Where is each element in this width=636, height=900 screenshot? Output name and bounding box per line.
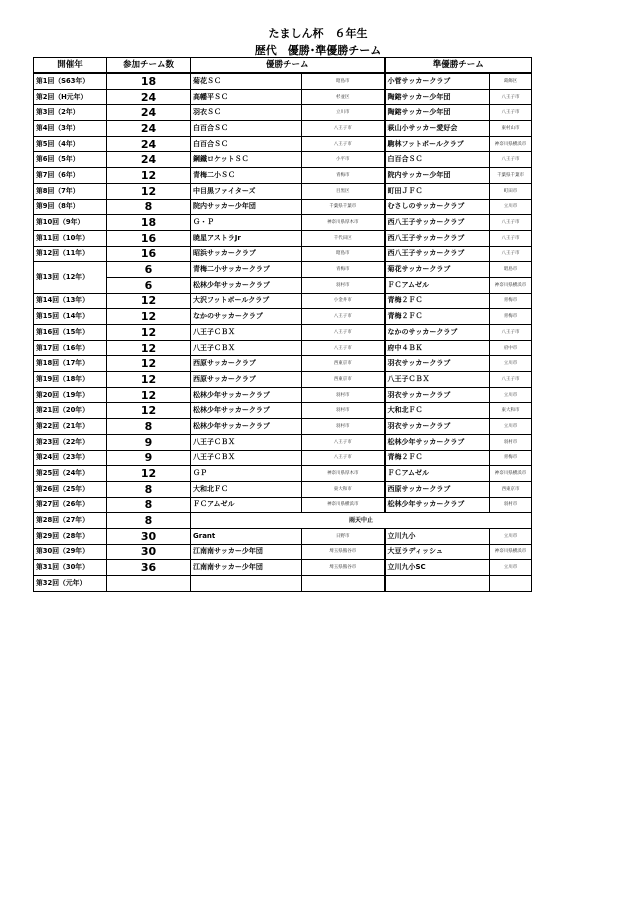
- runner-up-team-cell: 松林少年サッカークラブ: [385, 497, 490, 513]
- runner-up-team-cell: むさしのサッカークラブ: [385, 199, 490, 215]
- runner-up-city-cell: 八王子市: [490, 152, 532, 168]
- winner-city-cell: 八王子市: [302, 325, 385, 341]
- winner-city-cell: 日野市: [302, 528, 385, 544]
- table-row: [34, 136, 532, 152]
- winner-team-cell: 松林少年サッカークラブ: [191, 419, 302, 435]
- winner-city-cell: 神奈川県厚木市: [302, 215, 385, 231]
- year-cell: 第12回（11年）: [34, 246, 107, 262]
- year-cell: 第9回（8年）: [34, 199, 107, 215]
- table-row: [34, 89, 532, 105]
- winner-team-cell: 菊花ＳＣ: [191, 73, 302, 89]
- winner-team-cell: 高幡平ＳＣ: [191, 89, 302, 105]
- table-row: [34, 466, 532, 482]
- year-cell: 第11回（10年）: [34, 230, 107, 246]
- runner-up-city-cell: 府中市: [490, 340, 532, 356]
- team-count-cell: 12: [107, 356, 191, 372]
- runner-up-city-cell: 神奈川県横浜市: [490, 466, 532, 482]
- winner-team-cell: 中目黒ファイターズ: [191, 183, 302, 199]
- winner-city-cell: 千葉県千葉市: [302, 199, 385, 215]
- year-cell: 第17回（16年）: [34, 340, 107, 356]
- year-cell: 第27回（26年）: [34, 497, 107, 513]
- winner-team-cell: 青梅二小ＳＣ: [191, 168, 302, 184]
- table-row: [34, 73, 532, 89]
- winner-city-cell: 八王子市: [302, 136, 385, 152]
- winner-city-cell: [302, 576, 385, 592]
- team-count-cell: 24: [107, 105, 191, 121]
- year-cell: 第7回（6年）: [34, 168, 107, 184]
- winner-team-cell: 八王子ＣＢＸ: [191, 340, 302, 356]
- runner-up-team-cell: [385, 576, 490, 592]
- runner-up-team-cell: 萩山小サッカー愛好会: [385, 121, 490, 137]
- winner-city-cell: 立川市: [302, 105, 385, 121]
- runner-up-team-cell: ＦＣアムゼル: [385, 277, 490, 293]
- team-count-cell: 12: [107, 372, 191, 388]
- table-row: [34, 387, 532, 403]
- winner-team-cell: Ｇ・Ｐ: [191, 215, 302, 231]
- runner-up-city-cell: 神奈川県横浜市: [490, 544, 532, 560]
- table-row: [34, 544, 532, 560]
- table-row: [34, 513, 532, 529]
- winner-team-cell: 院内サッカー少年団: [191, 199, 302, 215]
- year-cell: 第30回（29年）: [34, 544, 107, 560]
- year-cell: 第18回（17年）: [34, 356, 107, 372]
- team-count-cell: 12: [107, 309, 191, 325]
- team-count-cell: 8: [107, 481, 191, 497]
- winner-city-cell: 羽村市: [302, 277, 385, 293]
- table-row: [34, 481, 532, 497]
- results-table: [33, 57, 532, 592]
- table-row: [34, 309, 532, 325]
- year-cell: 第2回（H元年）: [34, 89, 107, 105]
- runner-up-city-cell: 八王子市: [490, 325, 532, 341]
- winner-city-cell: 神奈川県厚木市: [302, 466, 385, 482]
- winner-city-cell: 西東京市: [302, 372, 385, 388]
- team-count-cell: 16: [107, 246, 191, 262]
- winner-city-cell: 青梅市: [302, 168, 385, 184]
- runner-up-team-cell: 大豆ラディッシュ: [385, 544, 490, 560]
- header-row: [34, 58, 532, 74]
- runner-up-city-cell: 八王子市: [490, 105, 532, 121]
- team-count-cell: 8: [107, 419, 191, 435]
- table-row: [34, 105, 532, 121]
- page-title: たましん杯 ６年生: [268, 27, 368, 40]
- team-count-cell: 12: [107, 403, 191, 419]
- winner-city-cell: 羽村市: [302, 419, 385, 435]
- team-count-cell: 12: [107, 183, 191, 199]
- winner-team-cell: ＦＣアムゼル: [191, 497, 302, 513]
- table-row: [34, 356, 532, 372]
- winner-team-cell: 大沢フットボールクラブ: [191, 293, 302, 309]
- table-row: [34, 340, 532, 356]
- winner-city-cell: 小平市: [302, 152, 385, 168]
- team-count-cell: 30: [107, 544, 191, 560]
- table-body: [34, 73, 532, 591]
- runner-up-city-cell: 神奈川県横浜市: [490, 136, 532, 152]
- winner-city-cell: 埼玉県熊谷市: [302, 560, 385, 576]
- runner-up-city-cell: 立川市: [490, 387, 532, 403]
- year-cell: 第20回（19年）: [34, 387, 107, 403]
- header-team-count: 参加チーム数: [107, 58, 191, 74]
- runner-up-city-cell: 八王子市: [490, 230, 532, 246]
- year-cell: 第3回（2年）: [34, 105, 107, 121]
- team-count-cell: 8: [107, 497, 191, 513]
- winner-team-cell: Grant: [191, 528, 302, 544]
- year-cell: 第15回（14年）: [34, 309, 107, 325]
- team-count-cell: 12: [107, 387, 191, 403]
- runner-up-team-cell: 立川九小SC: [385, 560, 490, 576]
- team-count-cell: 6: [107, 277, 191, 293]
- year-cell: 第6回（5年）: [34, 152, 107, 168]
- year-cell: 第24回（23年）: [34, 450, 107, 466]
- team-count-cell: 24: [107, 152, 191, 168]
- winner-city-cell: 八王子市: [302, 340, 385, 356]
- year-cell: 第14回（13年）: [34, 293, 107, 309]
- page-subtitle: 歴代 優勝･準優勝チーム: [254, 44, 382, 57]
- table-row: [34, 403, 532, 419]
- runner-up-team-cell: 八王子ＣＢＸ: [385, 372, 490, 388]
- runner-up-team-cell: 陶鎔サッカー少年団: [385, 105, 490, 121]
- winner-team-cell: 江南南サッカー少年団: [191, 560, 302, 576]
- runner-up-team-cell: 駒林フットボールクラブ: [385, 136, 490, 152]
- year-cell: 第21回（20年）: [34, 403, 107, 419]
- year-cell: 第23回（22年）: [34, 434, 107, 450]
- header-year: 開催年: [34, 58, 107, 74]
- runner-up-city-cell: 羽村市: [490, 434, 532, 450]
- team-count-cell: 18: [107, 215, 191, 231]
- runner-up-city-cell: 青梅市: [490, 309, 532, 325]
- runner-up-team-cell: 菊花サッカークラブ: [385, 262, 490, 278]
- runner-up-team-cell: 羽衣サッカークラブ: [385, 387, 490, 403]
- year-cell: 第8回（7年）: [34, 183, 107, 199]
- team-count-cell: 24: [107, 136, 191, 152]
- runner-up-city-cell: 八王子市: [490, 246, 532, 262]
- runner-up-city-cell: 立川市: [490, 356, 532, 372]
- runner-up-city-cell: 青梅市: [490, 293, 532, 309]
- winner-city-cell: 青梅市: [302, 262, 385, 278]
- winner-city-cell: 西東京市: [302, 356, 385, 372]
- runner-up-city-cell: 青梅市: [490, 450, 532, 466]
- winner-city-cell: 昭島市: [302, 246, 385, 262]
- winner-team-cell: 松林少年サッカークラブ: [191, 403, 302, 419]
- team-count-cell: 18: [107, 73, 191, 89]
- team-count-cell: 36: [107, 560, 191, 576]
- winner-city-cell: 八王子市: [302, 450, 385, 466]
- runner-up-city-cell: 町田市: [490, 183, 532, 199]
- table-row: [34, 450, 532, 466]
- runner-up-city-cell: [490, 576, 532, 592]
- runner-up-city-cell: 立川市: [490, 528, 532, 544]
- runner-up-team-cell: 青梅２ＦＣ: [385, 309, 490, 325]
- year-cell: 第4回（3年）: [34, 121, 107, 137]
- header-winner: 優勝チーム: [191, 58, 385, 74]
- runner-up-team-cell: 陶鎔サッカー少年団: [385, 89, 490, 105]
- winner-team-cell: 西原サッカークラブ: [191, 356, 302, 372]
- table-row: [34, 528, 532, 544]
- table-row: [34, 560, 532, 576]
- team-count-cell: 9: [107, 434, 191, 450]
- winner-city-cell: 八王子市: [302, 309, 385, 325]
- winner-team-cell: 八王子ＣＢＸ: [191, 450, 302, 466]
- runner-up-team-cell: 白百合ＳＣ: [385, 152, 490, 168]
- runner-up-city-cell: 八王子市: [490, 89, 532, 105]
- table-row: [34, 434, 532, 450]
- team-count-cell: 12: [107, 168, 191, 184]
- runner-up-city-cell: 西東京市: [490, 481, 532, 497]
- cancelled-cell: 雨天中止: [191, 513, 532, 529]
- runner-up-city-cell: 立川市: [490, 419, 532, 435]
- winner-team-cell: 白百合ＳＣ: [191, 121, 302, 137]
- runner-up-city-cell: 八王子市: [490, 215, 532, 231]
- runner-up-team-cell: なかのサッカークラブ: [385, 325, 490, 341]
- runner-up-city-cell: 千葉県千葉市: [490, 168, 532, 184]
- table-row: [34, 325, 532, 341]
- runner-up-team-cell: 院内サッカー少年団: [385, 168, 490, 184]
- winner-city-cell: 埼玉県熊谷市: [302, 544, 385, 560]
- year-cell: 第26回（25年）: [34, 481, 107, 497]
- runner-up-team-cell: 西八王子サッカークラブ: [385, 215, 490, 231]
- year-cell: 第32回（元年）: [34, 576, 107, 592]
- runner-up-team-cell: 立川九小: [385, 528, 490, 544]
- winner-city-cell: 千代田区: [302, 230, 385, 246]
- table-row: [34, 293, 532, 309]
- winner-city-cell: 神奈川県横浜市: [302, 497, 385, 513]
- winner-team-cell: 暁星アストラJr: [191, 230, 302, 246]
- runner-up-team-cell: 西八王子サッカークラブ: [385, 246, 490, 262]
- runner-up-city-cell: 立川市: [490, 199, 532, 215]
- team-count-cell: 8: [107, 513, 191, 529]
- team-count-cell: 12: [107, 325, 191, 341]
- table-row: [34, 497, 532, 513]
- table-row: [34, 152, 532, 168]
- year-cell: 第13回（12年）: [34, 262, 107, 293]
- runner-up-team-cell: 青梅２ＦＣ: [385, 293, 490, 309]
- year-cell: 第10回（9年）: [34, 215, 107, 231]
- runner-up-team-cell: 松林少年サッカークラブ: [385, 434, 490, 450]
- table-row: [34, 183, 532, 199]
- runner-up-team-cell: 西原サッカークラブ: [385, 481, 490, 497]
- team-count-cell: [107, 576, 191, 592]
- winner-team-cell: 松林少年サッカークラブ: [191, 387, 302, 403]
- year-cell: 第22回（21年）: [34, 419, 107, 435]
- winner-city-cell: 昭島市: [302, 73, 385, 89]
- year-cell: 第16回（15年）: [34, 325, 107, 341]
- year-cell: 第1回（S63年）: [34, 73, 107, 89]
- winner-team-cell: 八王子ＣＢＸ: [191, 434, 302, 450]
- team-count-cell: 8: [107, 199, 191, 215]
- winner-city-cell: 八王子市: [302, 121, 385, 137]
- table-row: [34, 215, 532, 231]
- winner-team-cell: 西原サッカークラブ: [191, 372, 302, 388]
- team-count-cell: 12: [107, 293, 191, 309]
- winner-team-cell: 白百合ＳＣ: [191, 136, 302, 152]
- table-row: [34, 168, 532, 184]
- runner-up-team-cell: 府中４ＢＫ: [385, 340, 490, 356]
- team-count-cell: 24: [107, 89, 191, 105]
- table-row: [34, 576, 532, 592]
- runner-up-team-cell: 羽衣サッカークラブ: [385, 356, 490, 372]
- table-row: [34, 419, 532, 435]
- winner-team-cell: 大和北ＦＣ: [191, 481, 302, 497]
- runner-up-team-cell: 小菅サッカークラブ: [385, 73, 490, 89]
- runner-up-team-cell: 青梅２ＦＣ: [385, 450, 490, 466]
- year-cell: 第29回（28年）: [34, 528, 107, 544]
- runner-up-city-cell: 八王子市: [490, 372, 532, 388]
- table-row: [34, 199, 532, 215]
- year-cell: 第19回（18年）: [34, 372, 107, 388]
- runner-up-city-cell: 東村山市: [490, 121, 532, 137]
- table-row: [34, 121, 532, 137]
- table-row: [34, 372, 532, 388]
- winner-team-cell: ＧＰ: [191, 466, 302, 482]
- runner-up-city-cell: 神奈川県横浜市: [490, 277, 532, 293]
- runner-up-city-cell: 羽村市: [490, 497, 532, 513]
- runner-up-team-cell: 大和北ＦＣ: [385, 403, 490, 419]
- year-cell: 第5回（4年）: [34, 136, 107, 152]
- team-count-cell: 16: [107, 230, 191, 246]
- winner-team-cell: 鋼鐵ロケットＳＣ: [191, 152, 302, 168]
- team-count-cell: 6: [107, 262, 191, 278]
- year-cell: 第31回（30年）: [34, 560, 107, 576]
- winner-team-cell: 八王子ＣＢＸ: [191, 325, 302, 341]
- table-row: [34, 262, 532, 278]
- winner-team-cell: 松林少年サッカークラブ: [191, 277, 302, 293]
- winner-team-cell: 青梅二小サッカークラブ: [191, 262, 302, 278]
- team-count-cell: 30: [107, 528, 191, 544]
- table-row: [34, 230, 532, 246]
- winner-city-cell: 杉並区: [302, 89, 385, 105]
- winner-city-cell: 東大和市: [302, 481, 385, 497]
- winner-team-cell: 羽衣ＳＣ: [191, 105, 302, 121]
- winner-city-cell: 目黒区: [302, 183, 385, 199]
- year-cell: 第25回（24年）: [34, 466, 107, 482]
- runner-up-city-cell: 立川市: [490, 560, 532, 576]
- runner-up-city-cell: 昭島市: [490, 262, 532, 278]
- runner-up-team-cell: 西八王子サッカークラブ: [385, 230, 490, 246]
- winner-team-cell: 江南南サッカー少年団: [191, 544, 302, 560]
- team-count-cell: 12: [107, 466, 191, 482]
- winner-team-cell: [191, 576, 302, 592]
- runner-up-team-cell: ＦＣアムゼル: [385, 466, 490, 482]
- team-count-cell: 24: [107, 121, 191, 137]
- team-count-cell: 9: [107, 450, 191, 466]
- runner-up-city-cell: 葛飾区: [490, 73, 532, 89]
- runner-up-city-cell: 東大和市: [490, 403, 532, 419]
- header-runner-up: 準優勝チーム: [385, 58, 532, 74]
- winner-city-cell: 羽村市: [302, 403, 385, 419]
- team-count-cell: 12: [107, 340, 191, 356]
- winner-team-cell: なかのサッカークラブ: [191, 309, 302, 325]
- table-row: [34, 277, 532, 293]
- winner-team-cell: 昭浜サッカークラブ: [191, 246, 302, 262]
- winner-city-cell: 八王子市: [302, 434, 385, 450]
- year-cell: 第28回（27年）: [34, 513, 107, 529]
- winner-city-cell: 小金井市: [302, 293, 385, 309]
- table-row: [34, 246, 532, 262]
- runner-up-team-cell: 羽衣サッカークラブ: [385, 419, 490, 435]
- runner-up-team-cell: 町田ＪＦＣ: [385, 183, 490, 199]
- winner-city-cell: 羽村市: [302, 387, 385, 403]
